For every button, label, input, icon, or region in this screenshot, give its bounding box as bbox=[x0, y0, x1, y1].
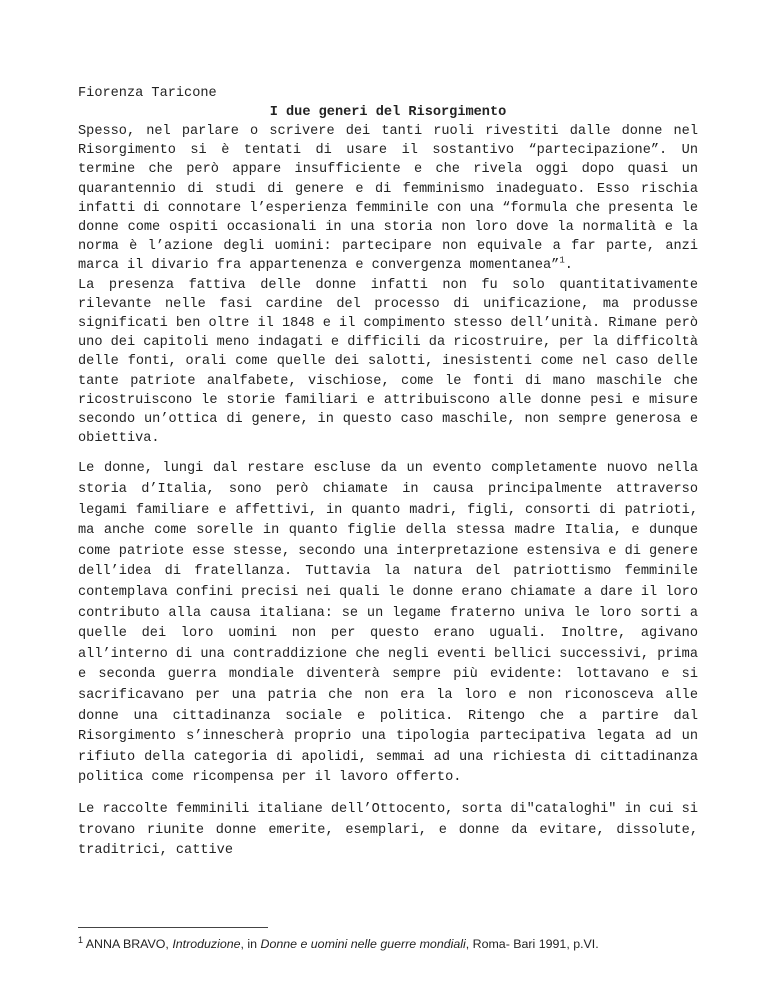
paragraph-4: Le raccolte femminili italiane dell’Ottocento, sorta di"cataloghi" in cui si trovano riunite donne emerite, esemplari, e donne da evitare, dissolute, traditrici, cattive bbox=[78, 801, 698, 859]
paragraph-1 bbox=[78, 122, 698, 276]
footnote-details: , Roma- Bari 1991, p.VI. bbox=[465, 937, 599, 951]
paragraph-1-end: . bbox=[564, 258, 573, 274]
footnote-work-1: Introduzione bbox=[172, 937, 241, 951]
footnote bbox=[78, 934, 718, 951]
footnote-number: 1 bbox=[78, 934, 84, 945]
document-title: I due generi del Risorgimento bbox=[269, 105, 507, 120]
footnote-author: ANNA BRAVO, bbox=[85, 937, 173, 951]
footnote-reference[interactable]: 1 bbox=[559, 255, 565, 266]
document-body bbox=[78, 84, 698, 862]
author-name: Fiorenza Taricone bbox=[78, 86, 217, 101]
footnote-work-2: Donne e uomini nelle guerre mondiali bbox=[260, 937, 466, 951]
footnote-connector: , in bbox=[240, 937, 261, 951]
paragraph-3: Le donne, lungi dal restare escluse da un evento completamente nuovo nella storia d’Italia, sono però chiamate in causa principalmente attraverso legami familiare e affettivi, in quanto madri, figli, consorti di patrioti, ma anche come sorelle in quanto figlie della stessa madre Italia, e dunque come patriote esse stesse, secondo una interpretazione estensiva e di genere dell’idea di fratellanza. Tuttavia la natura del patriottismo femminile contemplava confini precisi nei quali le donne erano chiamate a dare il loro contributo alla causa italiana: se un legame fraterno univa le loro sorti a quelle dei loro uomini non per questo erano uguali. Inoltre, agivano all’interno di una contraddizione che negli eventi bellici successivi, prima e seconda guerra mondiale diventerà sempre più evidente: lottavano e si sacrificavano per una patria che non era la loro e non riconosceva alle donne una cittadinanza sociale e politica. Ritengo che a partire dal Risorgimento s’innescherà proprio una tipologia partecipativa legata ad un rifiuto della categoria di apolidi, semmai ad una richiesta di cittadinanza politica come ricompensa per il lavoro offerto. bbox=[78, 461, 698, 786]
footnote-separator bbox=[78, 927, 268, 928]
paragraph-1-text: Spesso, nel parlare o scrivere dei tanti ruoli rivestiti dalle donne nel Risorgimento si è tentati di usare il sostantivo “partecipazione”. Un termine che però appare insufficiente e che rivela oggi dopo quasi un quarantennio di studi di genere e di femminismo inadeguato. Esso rischia infatti di connotare l’esperienza femminile con una “formula che presenta le donne come ospiti occasionali in una storia non loro dove la normalità e la norma è l’azione degli uomini: partecipare non equivale a far parte, anzi marca il divario fra appartenenza e convergenza momentanea” bbox=[78, 124, 698, 274]
paragraph-2: La presenza fattiva delle donne infatti non fu solo quantitativamente rilevante nelle fasi cardine del processo di unificazione, ma produsse significati ben oltre il 1848 e il compimento stesso dell’unità. Rimane però uno dei capitoli meno indagati e difficili da ricostruire, per la difficoltà delle fonti, orali come quelle dei salotti, inesistenti come nel caso delle tante patriote analfabete, vischiose, come le fonti di mano maschile che ricostruiscono le storie familiari e attribuiscono alle donne pesi e misure secondo un’ottica di genere, in questo caso maschile, non sempre generosa e obiettiva. bbox=[78, 277, 698, 447]
